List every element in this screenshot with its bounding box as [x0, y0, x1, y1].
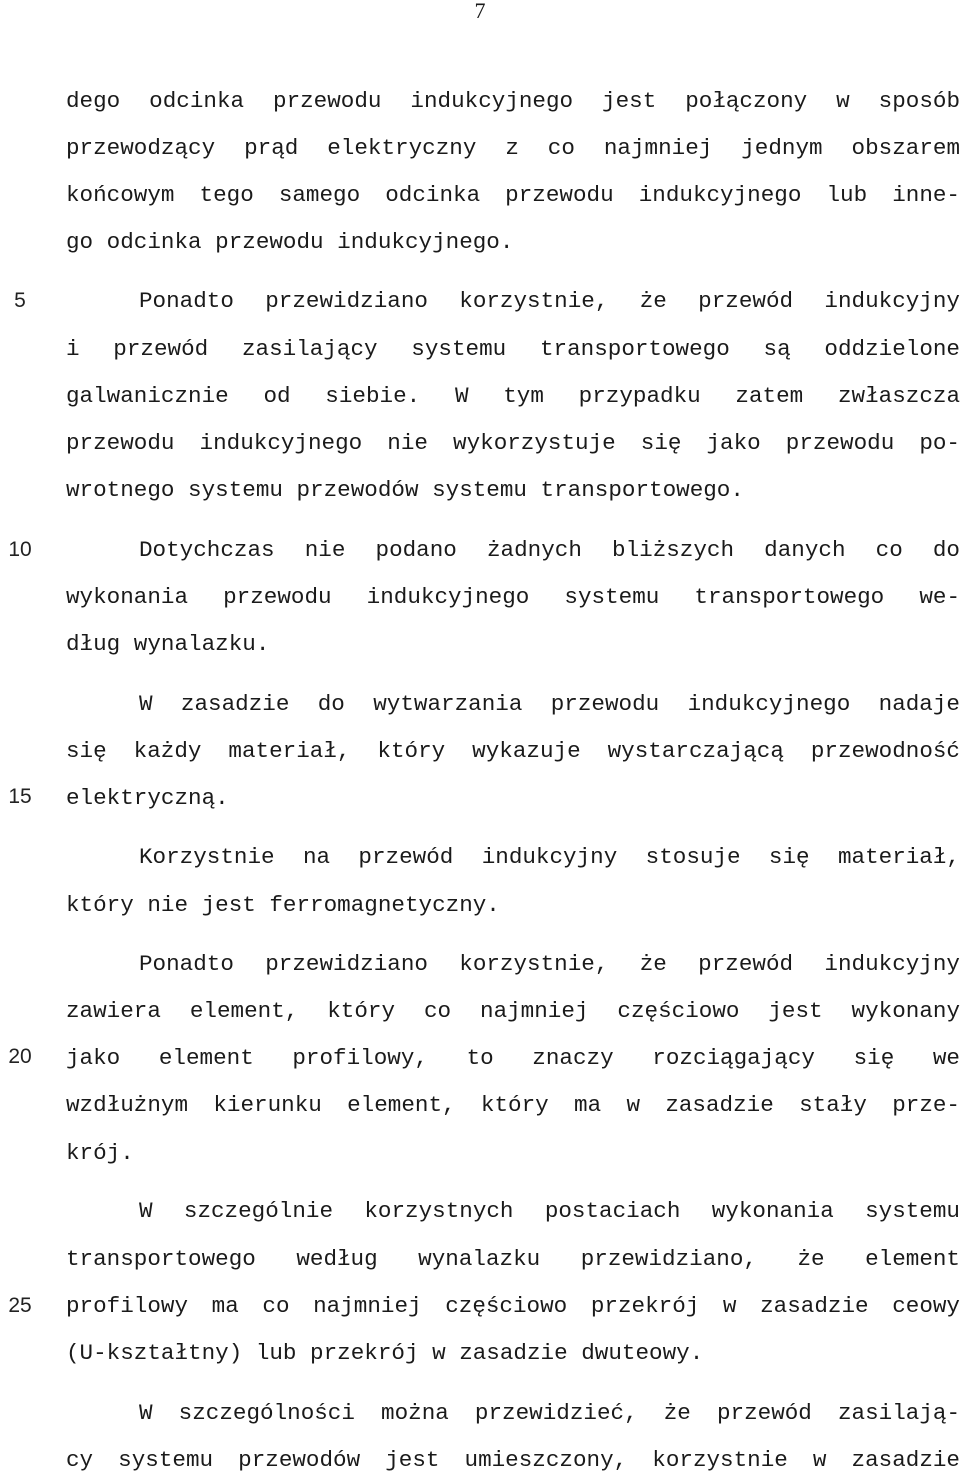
- text-line: Ponadto przewidziano korzystnie, że przewód indukcyjny: [139, 288, 960, 314]
- text-line: Dotychczas nie podano żadnych bliższych danych co do: [139, 537, 960, 563]
- text-line: W zasadzie do wytwarzania przewodu indukcyjnego nadaje: [139, 691, 960, 717]
- text-line: Korzystnie na przewód indukcyjny stosuje się materiał,: [139, 844, 960, 870]
- text-line: jako element profilowy, to znaczy rozciągający się we: [66, 1045, 960, 1071]
- text-line: przewodu indukcyjnego nie wykorzystuje się jako przewodu po-: [66, 430, 960, 456]
- text-line: elektryczną.: [66, 785, 229, 811]
- text-line: cy systemu przewodów jest umieszczony, korzystnie w zasadzie: [66, 1447, 960, 1473]
- line-number: 20: [8, 1045, 32, 1068]
- text-line: Ponadto przewidziano korzystnie, że przewód indukcyjny: [139, 951, 960, 977]
- text-line: transportowego według wynalazku przewidziano, że element: [66, 1246, 960, 1272]
- text-line: który nie jest ferromagnetyczny.: [66, 892, 500, 918]
- line-number: 15: [8, 785, 32, 808]
- text-line: końcowym tego samego odcinka przewodu indukcyjnego lub inne-: [66, 182, 960, 208]
- line-number: 10: [8, 538, 32, 561]
- text-line: przewodzący prąd elektryczny z co najmniej jednym obszarem: [66, 135, 960, 161]
- text-line: wzdłużnym kierunku element, który ma w zasadzie stały prze-: [66, 1092, 960, 1118]
- text-line: galwanicznie od siebie. W tym przypadku zatem zwłaszcza: [66, 383, 960, 409]
- text-line: (U-kształtny) lub przekrój w zasadzie dwuteowy.: [66, 1340, 704, 1366]
- text-line: zawiera element, który co najmniej częściowo jest wykonany: [66, 998, 960, 1024]
- text-line: W szczególności można przewidzieć, że przewód zasilają-: [139, 1400, 960, 1426]
- page-number: 7: [474, 0, 486, 23]
- text-line: go odcinka przewodu indukcyjnego.: [66, 229, 514, 255]
- text-line: dego odcinka przewodu indukcyjnego jest połączony w sposób: [66, 88, 960, 114]
- text-line: wykonania przewodu indukcyjnego systemu transportowego we-: [66, 584, 960, 610]
- text-line: dług wynalazku.: [66, 631, 270, 657]
- line-number: 25: [8, 1294, 32, 1317]
- line-number: 5: [14, 289, 26, 312]
- text-line: krój.: [66, 1140, 134, 1166]
- text-line: się każdy materiał, który wykazuje wystarczającą przewodność: [66, 738, 960, 764]
- text-line: i przewód zasilający systemu transportowego są oddzielone: [66, 336, 960, 362]
- text-line: profilowy ma co najmniej częściowo przekrój w zasadzie ceowy: [66, 1293, 960, 1319]
- text-line: W szczególnie korzystnych postaciach wykonania systemu: [139, 1198, 960, 1224]
- text-line: wrotnego systemu przewodów systemu transportowego.: [66, 477, 744, 503]
